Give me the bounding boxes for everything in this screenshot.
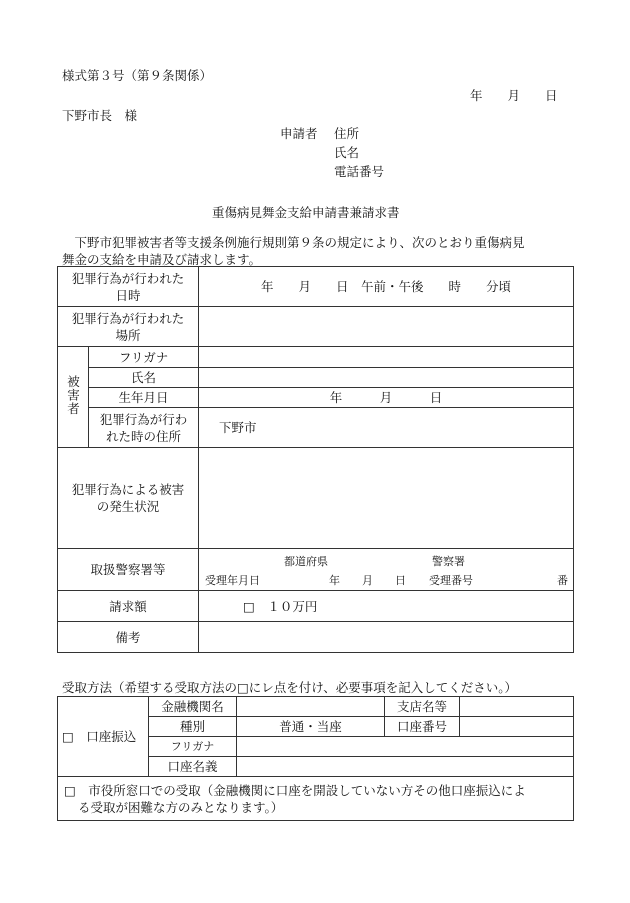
applicant-address: 住所 <box>334 126 360 141</box>
counter-option[interactable] <box>58 777 574 821</box>
intro-text-2: 舞金の支給を申請及び請求します。 <box>62 252 262 267</box>
receive-table <box>57 696 574 821</box>
victim-label: 被害者 <box>65 374 81 416</box>
date-line: 年 月 日 <box>470 88 558 103</box>
receipt-date-label: 受理年月日 <box>205 574 261 587</box>
victim-name-field[interactable] <box>199 368 574 388</box>
intro-text-1: 下野市犯罪被害者等支援条例施行規則第９条の規定により、次のとおり重傷病見 <box>62 235 525 250</box>
holder-furigana-field[interactable] <box>237 737 574 757</box>
receipt-number-label: 受理番号 <box>429 574 474 587</box>
holder-furigana-label: フリガナ <box>149 737 237 757</box>
police-field[interactable] <box>199 549 574 591</box>
account-holder-field[interactable] <box>237 757 574 777</box>
victim-birthdate-label: 生年月日 <box>89 388 199 408</box>
account-type-label: 種別 <box>149 717 237 737</box>
police-station: 警察署 <box>432 555 466 568</box>
police-label: 取扱警察署等 <box>58 549 199 591</box>
damage-label: 犯罪行為による被害 の発生状況 <box>58 448 199 549</box>
receipt-number-suffix: 番 <box>557 574 569 587</box>
victim-furigana-field[interactable] <box>199 347 574 368</box>
application-table <box>57 266 574 653</box>
counter-option-line-2: る受取が困難な方のみとなります。） <box>78 799 284 815</box>
account-holder-label: 口座名義 <box>149 757 237 777</box>
applicant-name: 氏名 <box>334 145 360 160</box>
victim-furigana-label: フリガナ <box>89 347 199 368</box>
crime-place-label: 犯罪行為が行われた 場所 <box>58 307 199 347</box>
remarks-label: 備考 <box>58 622 199 653</box>
applicant-phone: 電話番号 <box>334 164 385 179</box>
transfer-option[interactable]: □ 口座振込 <box>58 697 149 777</box>
bank-name-label: 金融機関名 <box>149 697 237 717</box>
amount-label: 請求額 <box>58 591 199 622</box>
receive-heading: 受取方法（希望する受取方法の□にレ点を付け、必要事項を記入してください。） <box>62 680 518 695</box>
receipt-date-value: 年 月 日 <box>329 574 407 587</box>
account-number-label: 口座番号 <box>385 717 460 737</box>
applicant-label: 申請者 <box>280 126 318 141</box>
addressee: 下野市長 様 <box>62 108 138 123</box>
branch-name-field[interactable] <box>460 697 574 717</box>
document-title: 重傷病見舞金支給申請書兼請求書 <box>212 205 400 220</box>
police-pref: 都道府県 <box>284 555 329 568</box>
crime-place-field[interactable] <box>199 307 574 347</box>
damage-field[interactable] <box>199 448 574 549</box>
remarks-field[interactable] <box>199 622 574 653</box>
bank-name-field[interactable] <box>237 697 385 717</box>
victim-birthdate-field[interactable]: 年 月 日 <box>199 388 574 408</box>
form-number: 様式第３号（第９条関係） <box>62 68 213 83</box>
amount-checkbox[interactable]: □ １０万円 <box>199 591 574 622</box>
victim-address-label: 犯罪行為が行わ れた時の住所 <box>89 408 199 448</box>
account-number-field[interactable] <box>460 717 574 737</box>
account-type-field[interactable]: 普通・当座 <box>237 717 385 737</box>
counter-option-line-1: □ 市役所窓口での受取（金融機関に口座を開設していない方その他口座振込によ <box>64 782 526 798</box>
victim-name-label: 氏名 <box>89 368 199 388</box>
crime-datetime-field[interactable]: 年 月 日 午前・午後 時 分頃 <box>199 267 574 307</box>
crime-datetime-label: 犯罪行為が行われた 日時 <box>58 267 199 307</box>
branch-name-label: 支店名等 <box>385 697 460 717</box>
victim-address-field[interactable]: 下野市 <box>199 408 574 448</box>
victim-label-cell <box>58 347 89 448</box>
